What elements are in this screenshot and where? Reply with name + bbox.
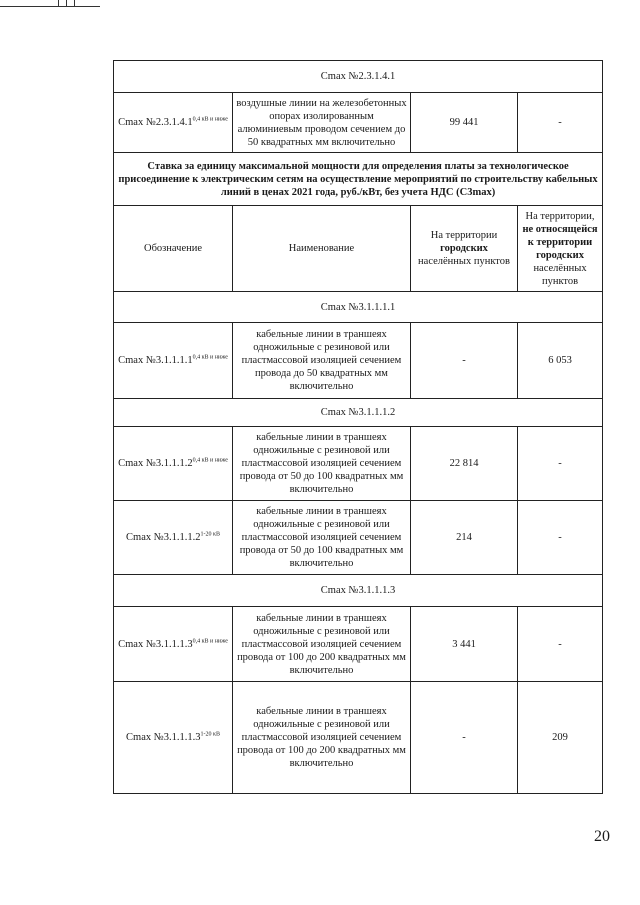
- title-row: [114, 153, 603, 206]
- header-rural-line2: не относящейся к территории городских: [522, 223, 598, 261]
- urban-value: 22 814: [411, 427, 518, 501]
- section-row: [114, 292, 603, 323]
- header-urban-line3: населённых пунктов: [418, 256, 510, 267]
- header-rural-line1: На территории,: [525, 210, 595, 222]
- voltage-class: 1-20 кВ: [200, 731, 220, 738]
- designation-cell: [114, 323, 233, 399]
- urban-value: -: [411, 682, 518, 794]
- section-row: [114, 61, 603, 93]
- urban-value: 3 441: [411, 607, 518, 682]
- urban-value: -: [411, 323, 518, 399]
- section-heading: Cmax №3.1.1.1.1: [114, 292, 603, 323]
- section-heading: Cmax №3.1.1.1.2: [114, 399, 603, 427]
- designation-code: Cmax №3.1.1.1.2: [118, 458, 193, 469]
- rural-value: -: [518, 427, 603, 501]
- section-heading: Cmax №3.1.1.1.3: [114, 575, 603, 607]
- designation-cell: [114, 607, 233, 682]
- header-urban-line1: На территории: [430, 230, 498, 241]
- designation-cell: [114, 93, 233, 153]
- rates-table: [113, 60, 603, 794]
- rural-value: 209: [518, 682, 603, 794]
- voltage-class: 1-20 кВ: [200, 531, 220, 538]
- designation-code: Cmax №3.1.1.1.2: [126, 532, 201, 543]
- designation-code: Cmax №3.1.1.1.1: [118, 355, 193, 366]
- voltage-class: 0,4 кВ и ниже: [192, 638, 228, 644]
- scan-artifact: [0, 0, 110, 8]
- name-cell: воздушные линии на железобетонных опорах изолированным алюминиевым проводом сечением до 50 квадратных мм включительно: [233, 93, 411, 153]
- section-row: [114, 399, 603, 427]
- designation-cell: [114, 501, 233, 575]
- header-urban: [411, 206, 518, 292]
- urban-value: 99 441: [411, 93, 518, 153]
- name-cell: кабельные линии в траншеях одножильные с резиновой или пластмассовой изоляцией сечением провода от 100 до 200 квадратных мм включительно: [233, 607, 411, 682]
- designation-cell: [114, 427, 233, 501]
- designation-code: Cmax №3.1.1.1.3: [126, 732, 201, 743]
- table-row: [114, 93, 603, 153]
- name-cell: кабельные линии в траншеях одножильные с резиновой или пластмассовой изоляцией сечением провода от 50 до 100 квадратных мм включительно: [233, 501, 411, 575]
- header-urban-line2: городских: [440, 243, 488, 254]
- voltage-class: 0,4 кВ и ниже: [192, 457, 228, 464]
- designation-code: Cmax №2.3.1.4.1: [118, 117, 193, 128]
- section-heading: Cmax №2.3.1.4.1: [114, 61, 603, 93]
- table-row: [114, 682, 603, 794]
- name-cell: кабельные линии в траншеях одножильные с резиновой или пластмассовой изоляцией сечением провода от 100 до 200 квадратных мм включительно: [233, 682, 411, 794]
- table-row: [114, 427, 603, 501]
- rural-value: -: [518, 607, 603, 682]
- rural-value: 6 053: [518, 323, 603, 399]
- designation-code: Cmax №3.1.1.1.3: [118, 638, 193, 650]
- table-row: [114, 607, 603, 682]
- section-row: [114, 575, 603, 607]
- name-cell: кабельные линии в траншеях одножильные с резиновой или пластмассовой изоляцией сечением провода от 50 до 100 квадратных мм включительно: [233, 427, 411, 501]
- rural-value: -: [518, 501, 603, 575]
- page-number: 20: [594, 828, 610, 845]
- header-rural: [518, 206, 603, 292]
- voltage-class: 0,4 кВ и ниже: [192, 116, 228, 123]
- header-rural-line3: населённых пунктов: [533, 262, 587, 287]
- table-row: [114, 501, 603, 575]
- header-row: [114, 206, 603, 292]
- designation-cell: [114, 682, 233, 794]
- header-name: Наименование: [233, 206, 411, 292]
- voltage-class: 0,4 кВ и ниже: [192, 354, 228, 361]
- rural-value: -: [518, 93, 603, 153]
- table-title: Ставка за единицу максимальной мощности для определения платы за технологическое присоединение к электрическим сетям на осуществление мероприятий по строительству кабельных линий в ценах 2021 года, руб./кВт, без учета НДС (С3max): [114, 153, 603, 206]
- table-row: [114, 323, 603, 399]
- urban-value: 214: [411, 501, 518, 575]
- header-designation: Обозначение: [114, 206, 233, 292]
- name-cell: кабельные линии в траншеях одножильные с резиновой или пластмассовой изоляцией сечением провода до 50 квадратных мм включительно: [233, 323, 411, 399]
